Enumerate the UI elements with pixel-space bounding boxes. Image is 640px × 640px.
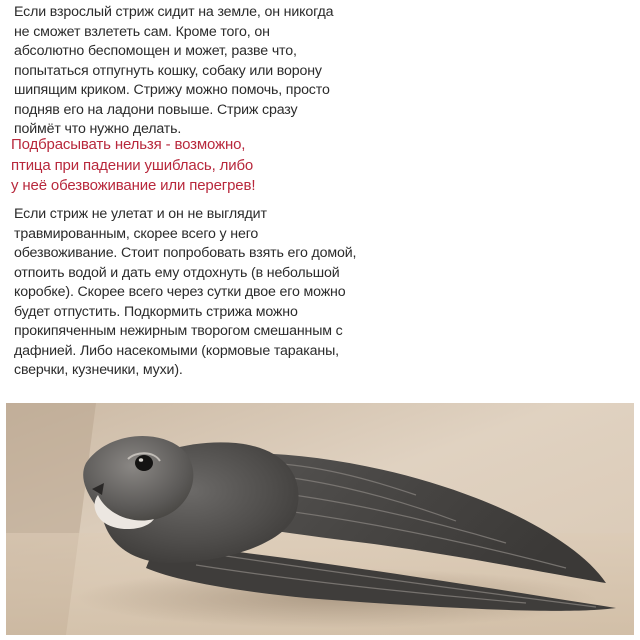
advice-paragraph	[14, 205, 356, 381]
advice-line-4: отпоить водой и дать ему отдохнуть (в небольшой	[14, 264, 340, 281]
intro-line-2: не сможет взлететь сам. Кроме того, он	[14, 23, 270, 40]
intro-line-4: попытаться отпугнуть кошку, собаку или ворону	[14, 62, 322, 79]
warning-line-2: птица при падении ушиблась, либо	[11, 156, 254, 174]
advice-line-9: сверчки, кузнечики, мухи).	[14, 362, 183, 378]
intro-line-7: поймёт что нужно делать.	[14, 121, 182, 137]
intro-line-5: шипящим криком. Стрижу можно помочь, просто	[14, 82, 330, 98]
advice-line-2: травмированным, скорее всего у него	[14, 225, 259, 242]
warning-line-3: у неё обезвоживание или перегрев!	[11, 177, 256, 194]
advice-line-5: коробке). Скорее всего через сутки двое его можно	[14, 284, 346, 300]
advice-line-7: прокипяченным нежирным творогом смешанным с	[14, 323, 343, 339]
advice-line-3: обезвоживание. Стоит попробовать взять его домой,	[14, 245, 357, 261]
swift-photo	[6, 403, 634, 635]
advice-line-6: будет отпустить. Подкормить стрижа можно	[14, 303, 298, 320]
warning-paragraph	[11, 135, 255, 197]
intro-line-1: Если взрослый стриж сидит на земле, он никогда	[14, 4, 334, 20]
intro-line-3: абсолютно беспомощен и может, разве что,	[14, 43, 297, 59]
intro-paragraph	[14, 3, 333, 140]
advice-line-8: дафнией. Либо насекомыми (кормовые тараканы,	[14, 342, 339, 359]
warning-line-1: Подбрасывать нельзя - возможно,	[11, 136, 246, 153]
bird-eye	[135, 455, 153, 471]
intro-line-6: подняв его на ладони повыше. Стриж сразу	[14, 101, 298, 118]
advice-line-1: Если стриж не улетат и он не выглядит	[14, 206, 267, 222]
